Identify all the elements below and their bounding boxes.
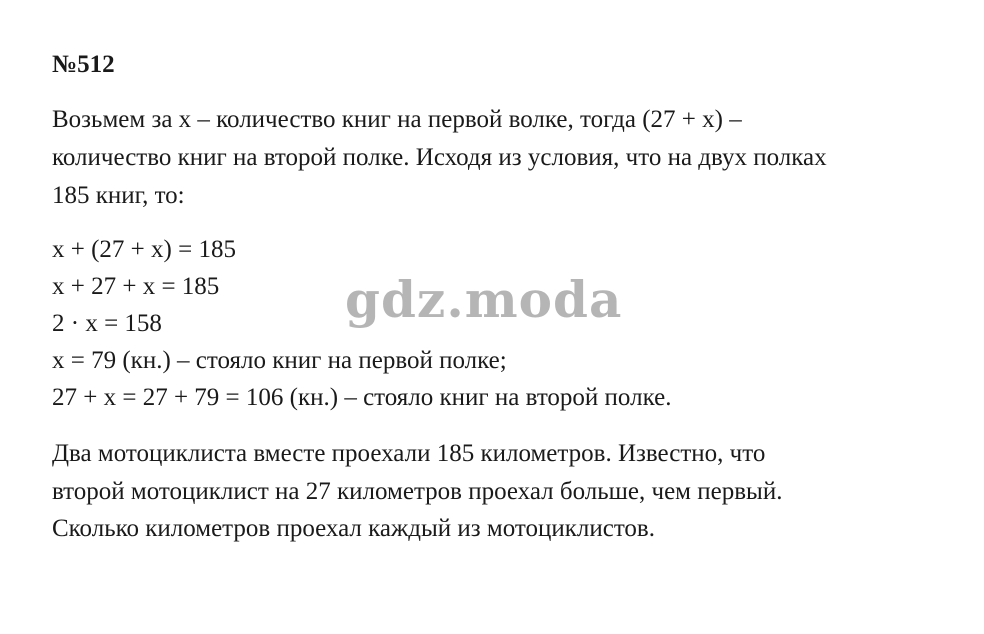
- solution-intro-line-1: Возьмем за х – количество книг на первой волке, тогда (27 + х) –: [52, 106, 742, 133]
- equation-line-3: 2 · х = 158: [52, 310, 162, 337]
- equation-line-4: х = 79 (кн.) – стояло книг на первой полке;: [52, 347, 507, 374]
- problem-number: №512: [52, 51, 115, 78]
- task-line-2: второй мотоциклист на 27 километров проехал больше, чем первый.: [52, 478, 783, 505]
- task-line-1: Два мотоциклиста вместе проехали 185 километров. Известно, что: [52, 440, 766, 467]
- watermark-logo: gdz.moda: [345, 270, 623, 329]
- equation-line-5: 27 + х = 27 + 79 = 106 (кн.) – стояло книг на второй полке.: [52, 384, 672, 411]
- equation-line-2: х + 27 + х = 185: [52, 273, 220, 300]
- equation-line-1: х + (27 + х) = 185: [52, 236, 236, 263]
- solution-intro-line-2: количество книг на второй полке. Исходя из условия, что на двух полках: [52, 144, 827, 171]
- task-line-3: Сколько километров проехал каждый из мотоциклистов.: [52, 515, 655, 542]
- solution-intro-line-3: 185 книг, то:: [52, 182, 185, 209]
